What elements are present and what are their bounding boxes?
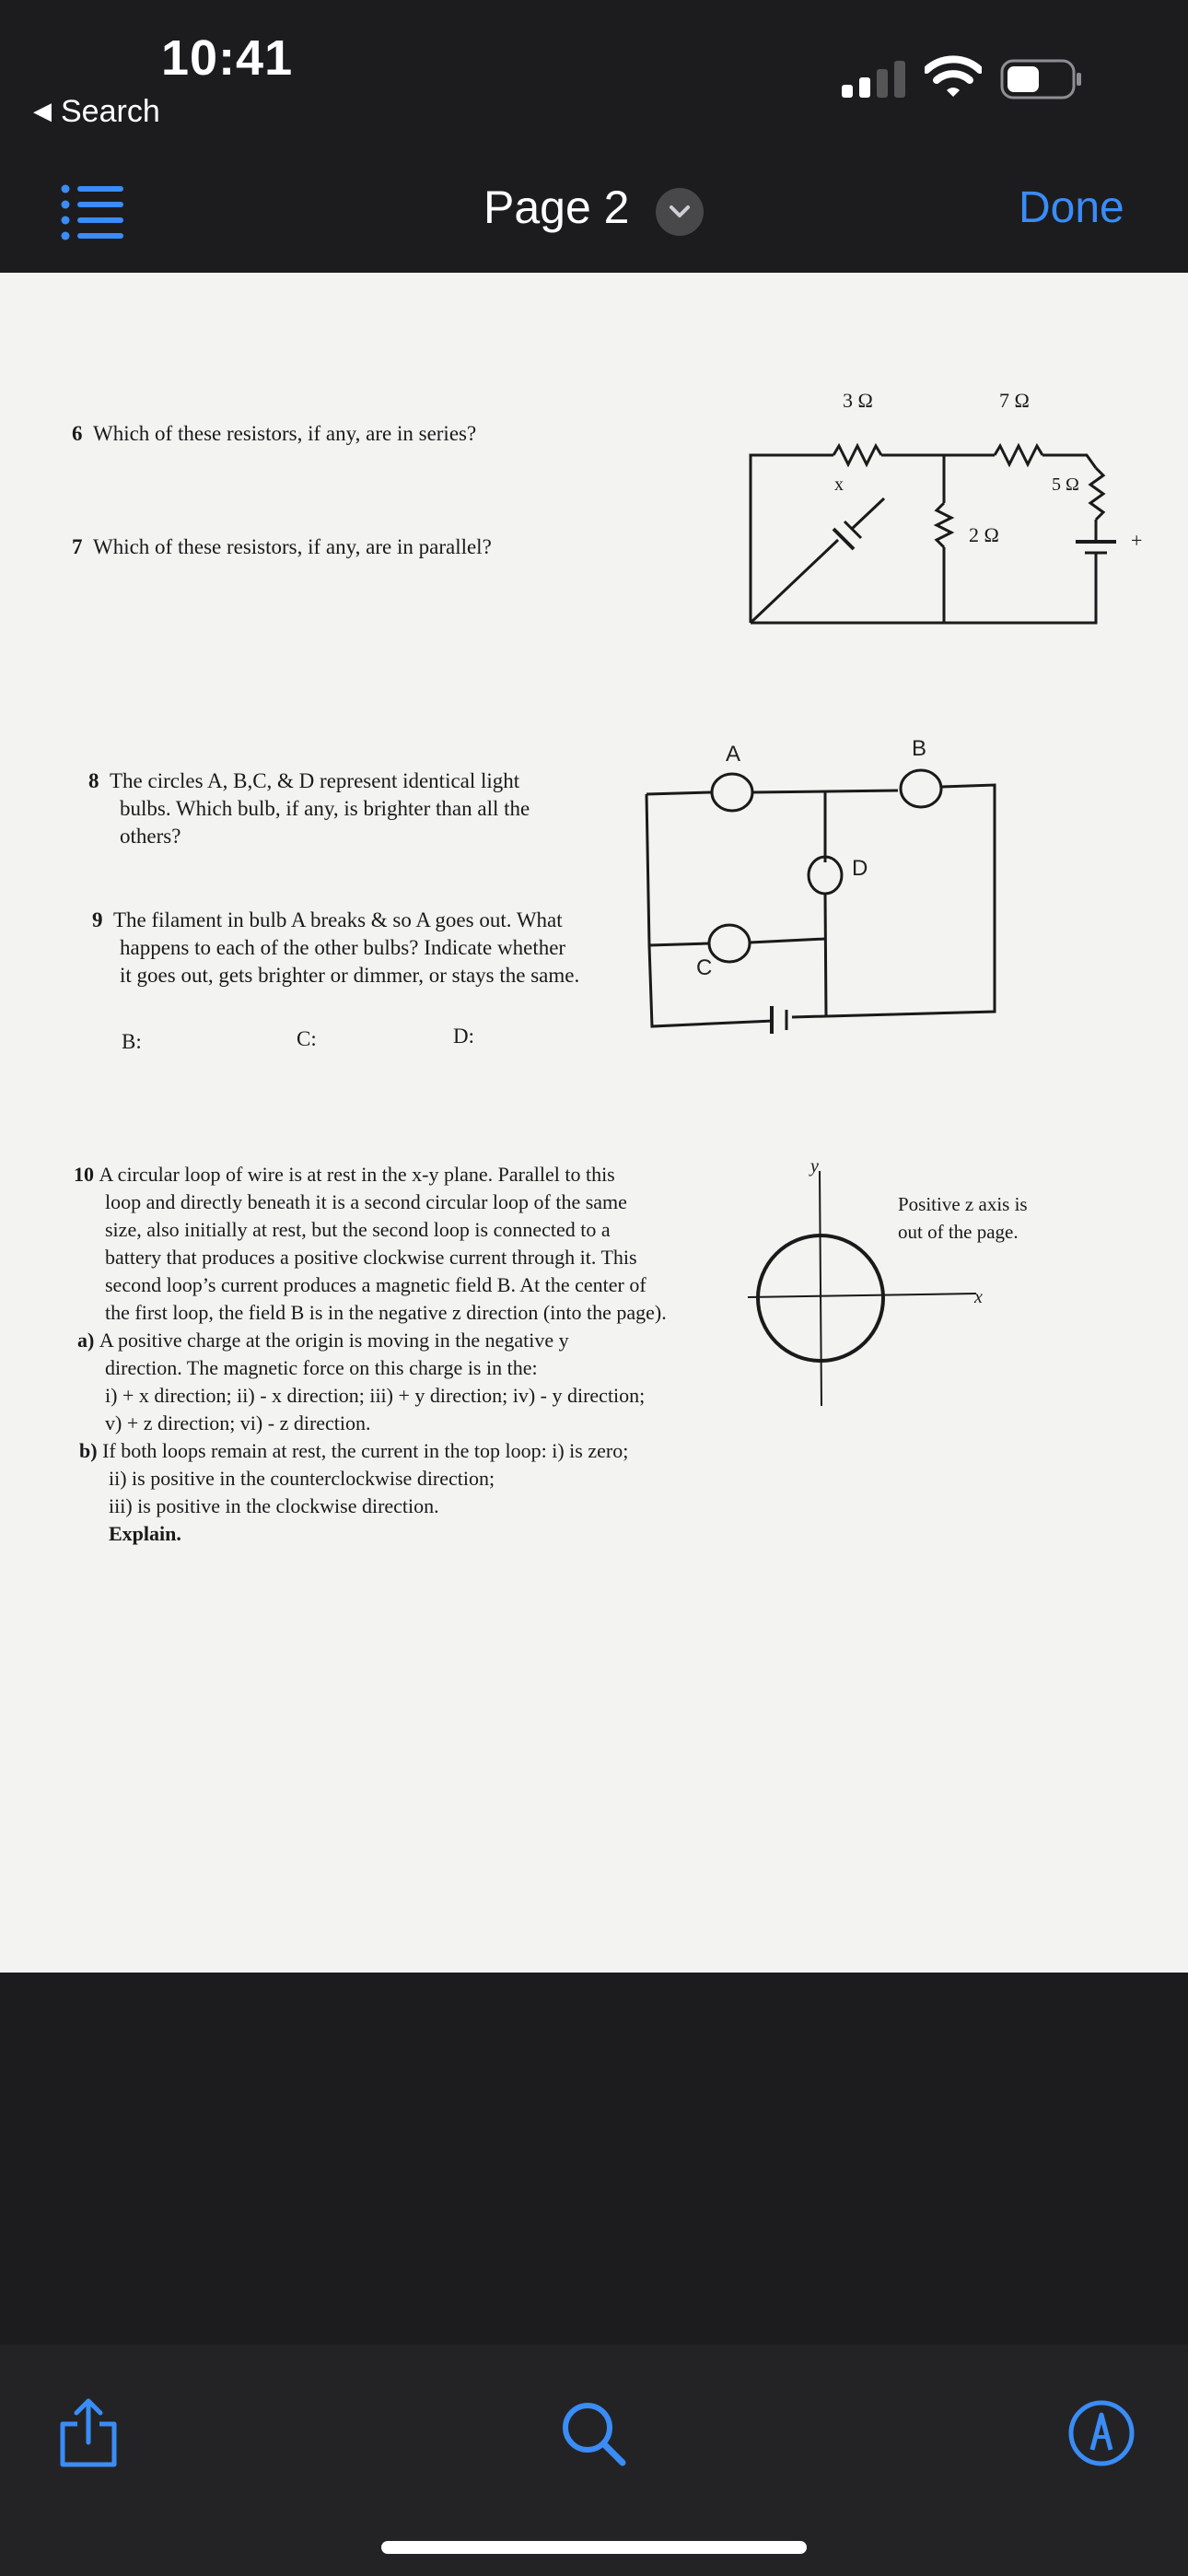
question-10-part-a: a) A positive charge at the origin is moving in the negative y direction. The magnetic force on this charge is in the: i) + x direction; ii) - x direction; iii) + y direction; iv) - y direction; v) + z direction; vi) - z direction. [77,1329,646,1434]
answer-b: B: [122,1030,142,1053]
page-chevron-button[interactable] [656,188,704,236]
bulb-b-label: B [912,736,927,761]
bulb-d-label: D [852,856,868,881]
back-search-label: Search [61,94,160,129]
wifi-icon [925,55,982,98]
markup-icon[interactable] [1065,2396,1138,2470]
resistor-7-ohm-label: 7 Ω [999,389,1030,412]
document-page [0,273,1188,1973]
cellular-signal-icon [842,61,906,98]
chevron-down-icon [656,188,704,236]
axis-x-label: x [974,1287,983,1307]
bulb-c-label: C [696,955,713,980]
home-indicator[interactable] [381,2541,807,2554]
battery-plus-mark: + [1131,529,1143,552]
status-time: 10:41 [161,30,294,86]
back-triangle-icon: ◀ [33,97,52,124]
loop-axes-diagram [0,273,1188,1470]
axis-note: Positive z axis is out of the page. [898,1193,1028,1243]
switch-mark: x [834,474,844,495]
battery-icon [1000,59,1083,100]
resistor-2-ohm-label: 2 Ω [969,523,999,546]
question-7: 7 Which of these resistors, if any, are in parallel? [72,535,492,558]
navigation-bar [0,157,1188,273]
resistor-3-ohm-label: 3 Ω [843,389,873,412]
done-button[interactable]: Done [1019,183,1124,232]
answer-d: D: [453,1025,474,1048]
share-icon[interactable] [52,2396,125,2470]
answer-c: C: [297,1027,317,1050]
question-8: 8 The circles A, B,C, & D represent identical light bulbs. Which bulb, if any, is brighter than all the others? [88,769,530,848]
search-icon[interactable] [556,2396,630,2470]
question-10-part-b: b) If both loops remain at rest, the current in the top loop: i) is zero; ii) is positive in the counterclockwise direction; iii) is positive in the clockwise direction. Explain. [79,1439,629,1545]
question-6: 6 Which of these resistors, if any, are in series? [72,422,477,445]
list-icon[interactable] [61,184,123,241]
question-9: 9 The filament in bulb A breaks & so A goes out. What happens to each of the other bulbs? Indicate whether it goes out, gets brighter or dimmer, or stays the same. [92,908,580,987]
question-10: 10 A circular loop of wire is at rest in the x-y plane. Parallel to this loop and directly beneath it is a second circular loop of the same size, also initially at rest, but the second loop is connected to a battery that produces a positive clockwise current through it. This second loop’s current produces a magnetic field B. At the center of the first loop, the field B is in the negative z direction (into the page). [74,1163,667,1324]
axis-y-label: y [810,1156,819,1177]
back-to-search-link[interactable] [33,94,160,130]
status-bar [0,0,1188,157]
resistor-5-ohm-label: 5 Ω [1052,474,1079,495]
page-title[interactable]: Page 2 [483,181,630,233]
bulb-a-label: A [726,742,741,767]
